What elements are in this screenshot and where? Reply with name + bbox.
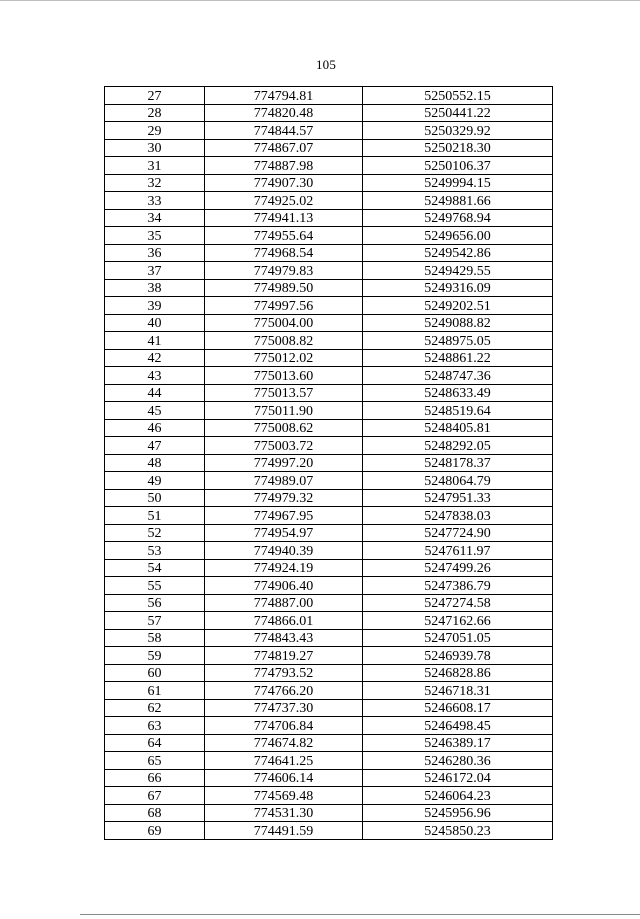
point-number-cell: 54 (105, 559, 205, 577)
point-number-cell: 36 (105, 244, 205, 262)
table-row (105, 559, 553, 577)
point-number-cell: 40 (105, 314, 205, 332)
point-number-cell: 47 (105, 437, 205, 455)
x-coordinate-cell: 774954.97 (205, 524, 363, 542)
y-coordinate-cell: 5248292.05 (363, 437, 553, 455)
table-row (105, 629, 553, 647)
x-coordinate-cell: 774924.19 (205, 559, 363, 577)
y-coordinate-cell: 5249656.00 (363, 227, 553, 245)
table-row (105, 542, 553, 560)
point-number-cell: 45 (105, 402, 205, 420)
x-coordinate-cell: 774674.82 (205, 734, 363, 752)
x-coordinate-cell: 774925.02 (205, 192, 363, 210)
table-row (105, 664, 553, 682)
table-row (105, 787, 553, 805)
coordinates-table (104, 86, 553, 840)
x-coordinate-cell: 774887.00 (205, 594, 363, 612)
y-coordinate-cell: 5249202.51 (363, 297, 553, 315)
y-coordinate-cell: 5250329.92 (363, 122, 553, 140)
x-coordinate-cell: 774989.07 (205, 472, 363, 490)
y-coordinate-cell: 5247499.26 (363, 559, 553, 577)
x-coordinate-cell: 775008.62 (205, 419, 363, 437)
x-coordinate-cell: 774979.32 (205, 489, 363, 507)
table-row (105, 507, 553, 525)
x-coordinate-cell: 775003.72 (205, 437, 363, 455)
y-coordinate-cell: 5249994.15 (363, 174, 553, 192)
point-number-cell: 63 (105, 717, 205, 735)
y-coordinate-cell: 5249768.94 (363, 209, 553, 227)
x-coordinate-cell: 774997.56 (205, 297, 363, 315)
x-coordinate-cell: 775013.57 (205, 384, 363, 402)
x-coordinate-cell: 774866.01 (205, 612, 363, 630)
point-number-cell: 68 (105, 804, 205, 822)
table-row (105, 122, 553, 140)
x-coordinate-cell: 775013.60 (205, 367, 363, 385)
point-number-cell: 62 (105, 699, 205, 717)
y-coordinate-cell: 5246608.17 (363, 699, 553, 717)
table-row (105, 699, 553, 717)
point-number-cell: 69 (105, 822, 205, 840)
x-coordinate-cell: 774955.64 (205, 227, 363, 245)
point-number-cell: 64 (105, 734, 205, 752)
x-coordinate-cell: 774844.57 (205, 122, 363, 140)
point-number-cell: 33 (105, 192, 205, 210)
point-number-cell: 49 (105, 472, 205, 490)
table-row (105, 227, 553, 245)
x-coordinate-cell: 774569.48 (205, 787, 363, 805)
table-row (105, 752, 553, 770)
point-number-cell: 27 (105, 87, 205, 105)
x-coordinate-cell: 774531.30 (205, 804, 363, 822)
table-row (105, 734, 553, 752)
y-coordinate-cell: 5246389.17 (363, 734, 553, 752)
table-row (105, 489, 553, 507)
point-number-cell: 53 (105, 542, 205, 560)
x-coordinate-cell: 774766.20 (205, 682, 363, 700)
table-row (105, 367, 553, 385)
table-row (105, 769, 553, 787)
x-coordinate-cell: 774491.59 (205, 822, 363, 840)
table-row (105, 244, 553, 262)
point-number-cell: 44 (105, 384, 205, 402)
y-coordinate-cell: 5246718.31 (363, 682, 553, 700)
table-row (105, 822, 553, 840)
point-number-cell: 34 (105, 209, 205, 227)
x-coordinate-cell: 774906.40 (205, 577, 363, 595)
point-number-cell: 41 (105, 332, 205, 350)
table-row (105, 349, 553, 367)
y-coordinate-cell: 5250218.30 (363, 139, 553, 157)
table-row (105, 332, 553, 350)
y-coordinate-cell: 5249429.55 (363, 262, 553, 280)
x-coordinate-cell: 774794.81 (205, 87, 363, 105)
y-coordinate-cell: 5246172.04 (363, 769, 553, 787)
table-row (105, 192, 553, 210)
point-number-cell: 51 (105, 507, 205, 525)
coordinates-table-body (105, 87, 553, 840)
table-row (105, 402, 553, 420)
point-number-cell: 66 (105, 769, 205, 787)
point-number-cell: 67 (105, 787, 205, 805)
point-number-cell: 61 (105, 682, 205, 700)
table-row (105, 384, 553, 402)
y-coordinate-cell: 5247386.79 (363, 577, 553, 595)
point-number-cell: 35 (105, 227, 205, 245)
y-coordinate-cell: 5248064.79 (363, 472, 553, 490)
y-coordinate-cell: 5246280.36 (363, 752, 553, 770)
point-number-cell: 50 (105, 489, 205, 507)
y-coordinate-cell: 5248405.81 (363, 419, 553, 437)
point-number-cell: 52 (105, 524, 205, 542)
x-coordinate-cell: 774979.83 (205, 262, 363, 280)
table-row (105, 717, 553, 735)
y-coordinate-cell: 5250441.22 (363, 104, 553, 122)
point-number-cell: 58 (105, 629, 205, 647)
y-coordinate-cell: 5248519.64 (363, 402, 553, 420)
point-number-cell: 39 (105, 297, 205, 315)
table-row (105, 524, 553, 542)
table-row (105, 419, 553, 437)
x-coordinate-cell: 774968.54 (205, 244, 363, 262)
x-coordinate-cell: 775004.00 (205, 314, 363, 332)
y-coordinate-cell: 5247051.05 (363, 629, 553, 647)
point-number-cell: 28 (105, 104, 205, 122)
table-row (105, 804, 553, 822)
y-coordinate-cell: 5247274.58 (363, 594, 553, 612)
table-row (105, 437, 553, 455)
x-coordinate-cell: 774867.07 (205, 139, 363, 157)
x-coordinate-cell: 774641.25 (205, 752, 363, 770)
point-number-cell: 55 (105, 577, 205, 595)
table-row (105, 262, 553, 280)
table-row (105, 454, 553, 472)
y-coordinate-cell: 5247951.33 (363, 489, 553, 507)
y-coordinate-cell: 5247162.66 (363, 612, 553, 630)
point-number-cell: 56 (105, 594, 205, 612)
x-coordinate-cell: 774997.20 (205, 454, 363, 472)
x-coordinate-cell: 774706.84 (205, 717, 363, 735)
table-row (105, 174, 553, 192)
table-row (105, 279, 553, 297)
y-coordinate-cell: 5245850.23 (363, 822, 553, 840)
y-coordinate-cell: 5248861.22 (363, 349, 553, 367)
x-coordinate-cell: 774737.30 (205, 699, 363, 717)
page-bottom-edge (80, 914, 640, 915)
y-coordinate-cell: 5249088.82 (363, 314, 553, 332)
point-number-cell: 46 (105, 419, 205, 437)
x-coordinate-cell: 774907.30 (205, 174, 363, 192)
point-number-cell: 30 (105, 139, 205, 157)
table-row (105, 104, 553, 122)
y-coordinate-cell: 5250106.37 (363, 157, 553, 175)
y-coordinate-cell: 5246064.23 (363, 787, 553, 805)
point-number-cell: 43 (105, 367, 205, 385)
x-coordinate-cell: 774606.14 (205, 769, 363, 787)
x-coordinate-cell: 774820.48 (205, 104, 363, 122)
y-coordinate-cell: 5248975.05 (363, 332, 553, 350)
x-coordinate-cell: 775008.82 (205, 332, 363, 350)
x-coordinate-cell: 775011.90 (205, 402, 363, 420)
point-number-cell: 29 (105, 122, 205, 140)
x-coordinate-cell: 774967.95 (205, 507, 363, 525)
x-coordinate-cell: 774819.27 (205, 647, 363, 665)
y-coordinate-cell: 5248747.36 (363, 367, 553, 385)
page-number: 105 (315, 57, 337, 72)
table-row (105, 682, 553, 700)
point-number-cell: 42 (105, 349, 205, 367)
y-coordinate-cell: 5247724.90 (363, 524, 553, 542)
table-row (105, 139, 553, 157)
y-coordinate-cell: 5246498.45 (363, 717, 553, 735)
table-row (105, 577, 553, 595)
point-number-cell: 38 (105, 279, 205, 297)
point-number-cell: 57 (105, 612, 205, 630)
point-number-cell: 32 (105, 174, 205, 192)
table-row (105, 647, 553, 665)
point-number-cell: 60 (105, 664, 205, 682)
y-coordinate-cell: 5248633.49 (363, 384, 553, 402)
y-coordinate-cell: 5246939.78 (363, 647, 553, 665)
table-row (105, 472, 553, 490)
point-number-cell: 31 (105, 157, 205, 175)
table-row (105, 87, 553, 105)
x-coordinate-cell: 775012.02 (205, 349, 363, 367)
y-coordinate-cell: 5247611.97 (363, 542, 553, 560)
x-coordinate-cell: 774843.43 (205, 629, 363, 647)
y-coordinate-cell: 5249881.66 (363, 192, 553, 210)
page-top-edge (0, 0, 640, 1)
x-coordinate-cell: 774887.98 (205, 157, 363, 175)
table-row (105, 209, 553, 227)
table-row (105, 157, 553, 175)
table-row (105, 297, 553, 315)
y-coordinate-cell: 5249316.09 (363, 279, 553, 297)
point-number-cell: 65 (105, 752, 205, 770)
x-coordinate-cell: 774793.52 (205, 664, 363, 682)
table-row (105, 612, 553, 630)
table-row (105, 314, 553, 332)
x-coordinate-cell: 774940.39 (205, 542, 363, 560)
y-coordinate-cell: 5248178.37 (363, 454, 553, 472)
table-row (105, 594, 553, 612)
x-coordinate-cell: 774989.50 (205, 279, 363, 297)
y-coordinate-cell: 5246828.86 (363, 664, 553, 682)
point-number-cell: 37 (105, 262, 205, 280)
y-coordinate-cell: 5247838.03 (363, 507, 553, 525)
point-number-cell: 59 (105, 647, 205, 665)
x-coordinate-cell: 774941.13 (205, 209, 363, 227)
y-coordinate-cell: 5249542.86 (363, 244, 553, 262)
point-number-cell: 48 (105, 454, 205, 472)
y-coordinate-cell: 5245956.96 (363, 804, 553, 822)
y-coordinate-cell: 5250552.15 (363, 87, 553, 105)
